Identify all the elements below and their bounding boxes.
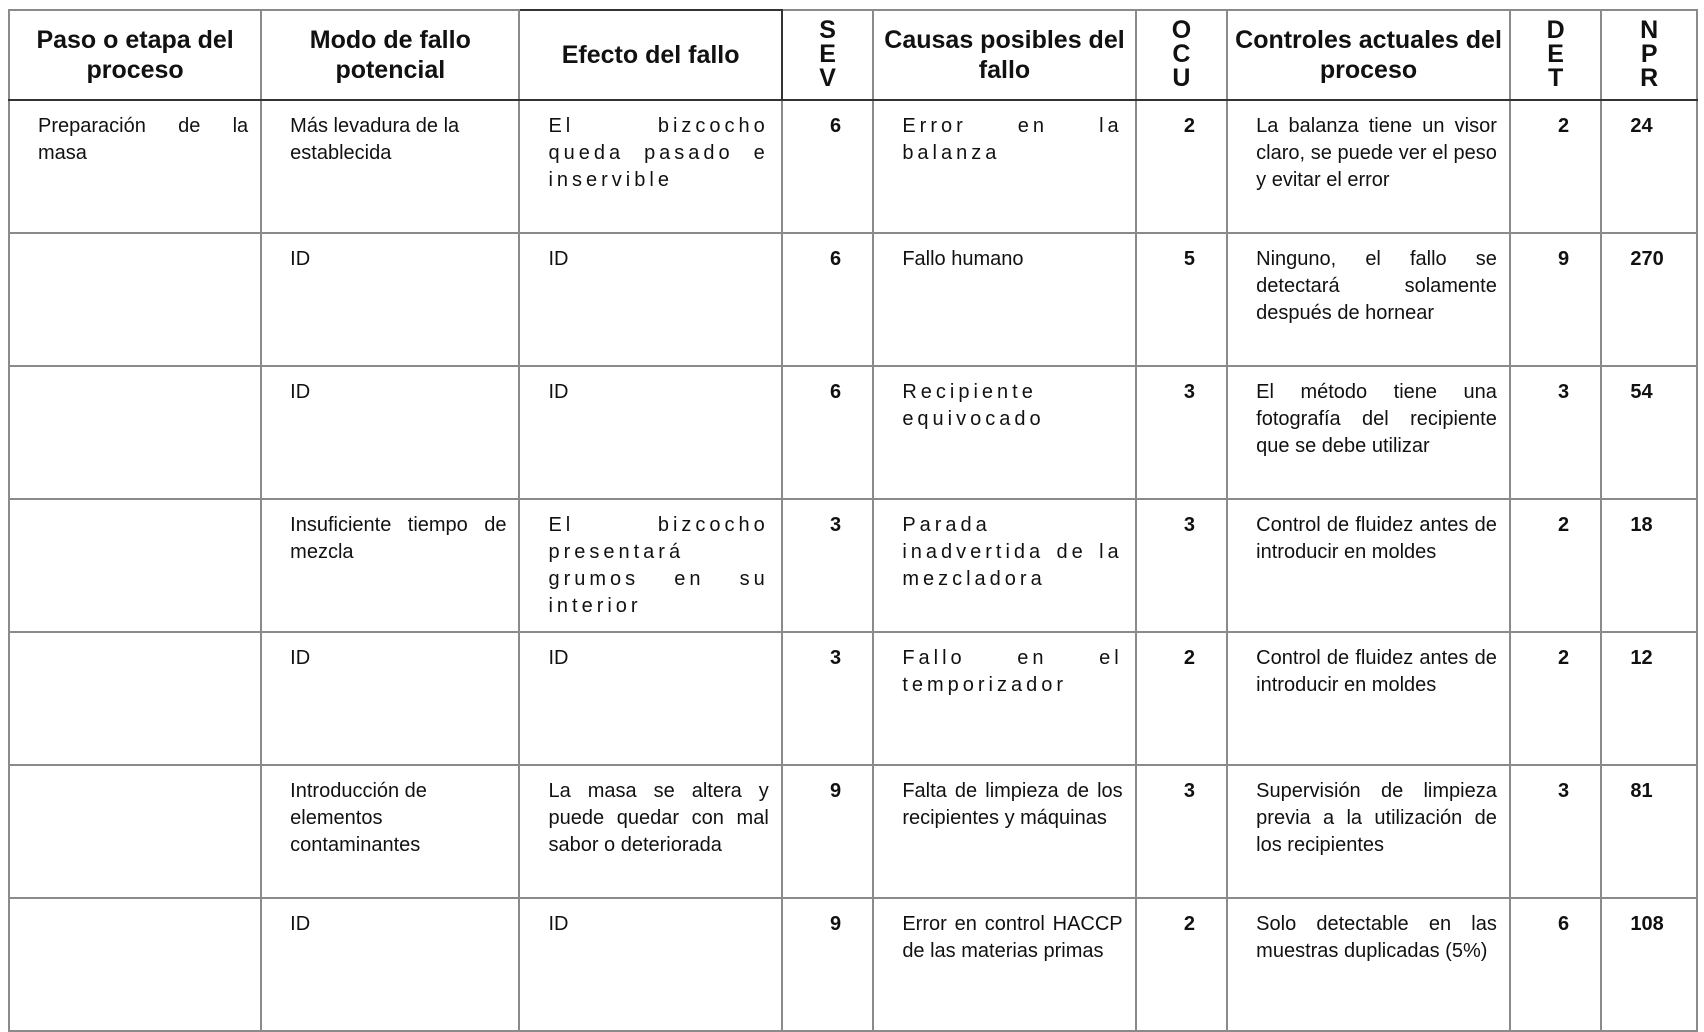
- cell-modo: ID: [261, 366, 519, 499]
- cell-paso: [9, 366, 261, 499]
- cell-efecto: El bizcocho presentará grumos en su interior: [519, 499, 781, 632]
- cell-paso: [9, 499, 261, 632]
- cell-sev: 3: [782, 632, 874, 765]
- cell-paso: Preparación de la masa: [9, 100, 261, 233]
- cell-det: 6: [1510, 898, 1602, 1031]
- cell-paso: [9, 233, 261, 366]
- header-sev-letter: E: [819, 40, 836, 69]
- cell-controles: Solo detectable en las muestras duplicadas (5%): [1227, 898, 1510, 1031]
- table-row: [9, 898, 1697, 1031]
- table-row: [9, 765, 1697, 898]
- table-row: [9, 499, 1697, 632]
- cell-causa: Falta de limpieza de los recipientes y máquinas: [873, 765, 1135, 898]
- cell-causa: Fallo en el temporizador: [873, 632, 1135, 765]
- cell-ocu: 2: [1136, 632, 1228, 765]
- cell-npr: 81: [1601, 765, 1697, 898]
- header-det: [1510, 10, 1602, 100]
- cell-efecto: ID: [519, 366, 781, 499]
- cell-causa: Error en la balanza: [873, 100, 1135, 233]
- cell-det: 9: [1510, 233, 1602, 366]
- header-modo: Modo de fallo potencial: [261, 10, 519, 100]
- cell-controles: La balanza tiene un visor claro, se puede ver el peso y evitar el error: [1227, 100, 1510, 233]
- header-causas: Causas posibles del fallo: [873, 10, 1135, 100]
- header-row: [9, 10, 1697, 100]
- fmea-table: [8, 9, 1698, 1032]
- cell-causa: Error en control HACCP de las materias primas: [873, 898, 1135, 1031]
- cell-npr: 108: [1601, 898, 1697, 1031]
- header-npr: [1601, 10, 1697, 100]
- cell-modo: Más levadura de la establecida: [261, 100, 519, 233]
- cell-causa: Fallo humano: [873, 233, 1135, 366]
- header-sev-letter: V: [819, 63, 836, 92]
- header-sev: [782, 10, 874, 100]
- cell-ocu: 2: [1136, 100, 1228, 233]
- cell-det: 2: [1510, 632, 1602, 765]
- cell-sev: 6: [782, 366, 874, 499]
- cell-efecto: ID: [519, 898, 781, 1031]
- cell-causa: Parada inadvertida de la mezcladora: [873, 499, 1135, 632]
- header-ocu-letter: C: [1172, 40, 1191, 69]
- cell-paso: [9, 898, 261, 1031]
- cell-controles: Control de fluidez antes de introducir en moldes: [1227, 632, 1510, 765]
- cell-ocu: 3: [1136, 366, 1228, 499]
- cell-efecto: La masa se altera y puede quedar con mal sabor o deteriorada: [519, 765, 781, 898]
- cell-det: 3: [1510, 366, 1602, 499]
- cell-paso: [9, 765, 261, 898]
- cell-modo: ID: [261, 898, 519, 1031]
- header-sev-letter: S: [819, 16, 836, 45]
- cell-det: 2: [1510, 499, 1602, 632]
- header-efecto: Efecto del fallo: [519, 10, 781, 100]
- cell-sev: 6: [782, 100, 874, 233]
- cell-ocu: 3: [1136, 765, 1228, 898]
- header-ocu-letter: U: [1172, 63, 1191, 92]
- header-npr-letter: R: [1640, 63, 1659, 92]
- fmea-sheet: [8, 9, 1698, 1032]
- cell-ocu: 5: [1136, 233, 1228, 366]
- header-paso: Paso o etapa del proceso: [9, 10, 261, 100]
- cell-efecto: El bizcocho queda pasado e inservible: [519, 100, 781, 233]
- cell-npr: 270: [1601, 233, 1697, 366]
- cell-sev: 3: [782, 499, 874, 632]
- cell-paso: [9, 632, 261, 765]
- cell-controles: El método tiene una fotografía del recipiente que se debe utilizar: [1227, 366, 1510, 499]
- cell-efecto: ID: [519, 233, 781, 366]
- header-det-letter: D: [1546, 16, 1565, 45]
- table-row: [9, 632, 1697, 765]
- header-npr-letter: P: [1640, 40, 1658, 69]
- cell-npr: 18: [1601, 499, 1697, 632]
- cell-controles: Ninguno, el fallo se detectará solamente después de hornear: [1227, 233, 1510, 366]
- cell-npr: 24: [1601, 100, 1697, 233]
- cell-npr: 54: [1601, 366, 1697, 499]
- table-row: [9, 366, 1697, 499]
- cell-modo: Introducción de elementos contaminantes: [261, 765, 519, 898]
- cell-ocu: 3: [1136, 499, 1228, 632]
- cell-controles: Supervisión de limpieza previa a la utilización de los recipientes: [1227, 765, 1510, 898]
- cell-det: 3: [1510, 765, 1602, 898]
- cell-controles: Control de fluidez antes de introducir en moldes: [1227, 499, 1510, 632]
- cell-efecto: ID: [519, 632, 781, 765]
- cell-sev: 6: [782, 233, 874, 366]
- table-row: [9, 233, 1697, 366]
- header-npr-letter: N: [1640, 16, 1659, 45]
- cell-modo: Insuficiente tiempo de mezcla: [261, 499, 519, 632]
- header-controles: Controles actuales del proceso: [1227, 10, 1510, 100]
- cell-causa: Recipiente equivocado: [873, 366, 1135, 499]
- header-ocu: [1136, 10, 1228, 100]
- table-row: [9, 100, 1697, 233]
- cell-ocu: 2: [1136, 898, 1228, 1031]
- header-det-letter: E: [1547, 40, 1564, 69]
- header-ocu-letter: O: [1171, 16, 1192, 45]
- cell-sev: 9: [782, 898, 874, 1031]
- cell-det: 2: [1510, 100, 1602, 233]
- cell-modo: ID: [261, 233, 519, 366]
- cell-npr: 12: [1601, 632, 1697, 765]
- header-det-letter: T: [1547, 63, 1564, 92]
- cell-modo: ID: [261, 632, 519, 765]
- cell-sev: 9: [782, 765, 874, 898]
